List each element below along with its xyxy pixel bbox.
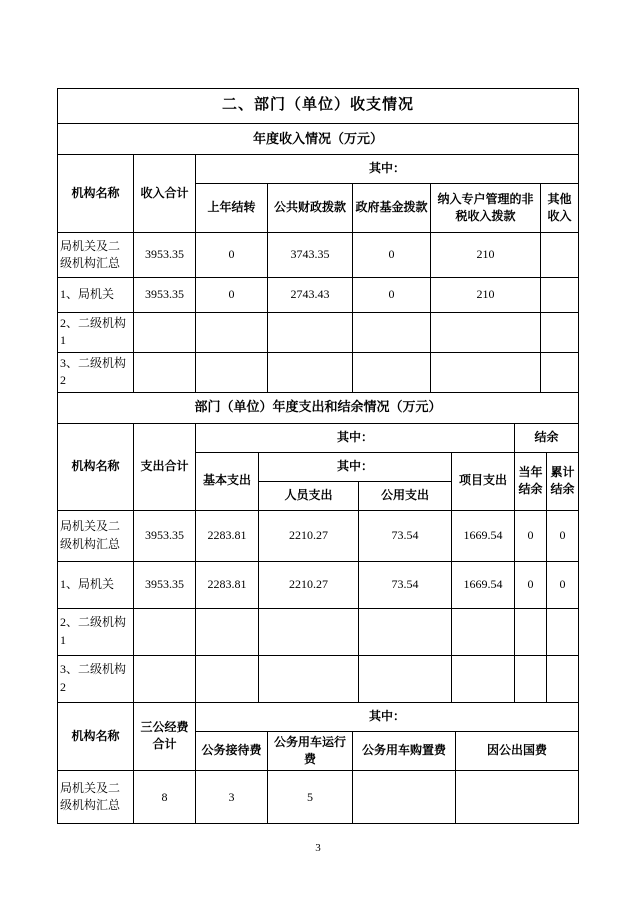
value-cell: 73.54 [359,510,452,561]
column-header-among: 其中： [259,452,452,481]
value-cell [259,655,359,702]
value-cell: 2283.81 [196,510,259,561]
table-row [58,510,579,561]
table-row [58,702,579,731]
value-cell: 2743.43 [268,278,353,313]
table-row [58,89,579,124]
value-cell [431,352,541,392]
value-cell [268,352,353,392]
value-cell: 73.54 [359,561,452,608]
org-cell: 2、二级机构1 [58,608,134,655]
column-header-expense-total: 支出合计 [134,423,196,510]
value-cell: 3743.35 [268,233,353,278]
value-cell [547,608,579,655]
table-row [58,124,579,155]
value-cell: 0 [515,510,547,561]
value-cell: 2210.27 [259,561,359,608]
value-cell [259,608,359,655]
value-cell: 3953.35 [134,510,196,561]
value-cell: 0 [196,233,268,278]
value-cell [541,352,579,392]
sangong-table [57,702,579,825]
table-row [58,313,579,353]
column-header-public: 公用支出 [359,481,452,510]
table-row [58,771,579,824]
column-header: 政府基金拨款 [353,184,431,233]
org-cell: 局机关及二级机构汇总 [58,510,134,561]
value-cell: 2283.81 [196,561,259,608]
org-cell: 3、二级机构2 [58,352,134,392]
value-cell [353,771,456,824]
value-cell [353,352,431,392]
page-title: 二、部门（单位）收支情况 [58,89,579,124]
value-cell [196,313,268,353]
value-cell: 0 [353,278,431,313]
column-header: 因公出国费 [456,731,579,771]
value-cell: 2210.27 [259,510,359,561]
value-cell [541,313,579,353]
column-header-basic: 基本支出 [196,452,259,510]
column-header-project: 项目支出 [452,452,515,510]
document-body [57,88,579,824]
value-cell [134,352,196,392]
column-header-cumulative-balance: 累计结余 [547,452,579,510]
column-header: 公务用车购置费 [353,731,456,771]
value-cell: 1669.54 [452,561,515,608]
value-cell [456,771,579,824]
table-row [58,392,579,423]
column-header-balance: 结余 [515,423,579,452]
column-header-personnel: 人员支出 [259,481,359,510]
column-header: 其他收入 [541,184,579,233]
income-section-title: 年度收入情况（万元） [58,124,579,155]
column-header-among: 其中： [196,155,579,184]
value-cell: 0 [196,278,268,313]
column-header-income-total: 收入合计 [134,155,196,233]
value-cell: 0 [547,561,579,608]
value-cell [515,655,547,702]
value-cell [452,655,515,702]
org-cell: 3、二级机构2 [58,655,134,702]
value-cell [541,278,579,313]
table-row [58,655,579,702]
org-cell: 2、二级机构1 [58,313,134,353]
page-number: 3 [315,842,321,854]
value-cell: 210 [431,233,541,278]
value-cell: 3 [196,771,268,824]
value-cell: 3953.35 [134,561,196,608]
column-header: 上年结转 [196,184,268,233]
income-table [57,88,579,393]
table-row [58,423,579,452]
column-header: 公务用车运行费 [268,731,353,771]
value-cell: 3953.35 [134,278,196,313]
table-row [58,352,579,392]
column-header-among: 其中： [196,702,579,731]
value-cell: 8 [134,771,196,824]
value-cell: 0 [547,510,579,561]
table-row [58,561,579,608]
table-row [58,233,579,278]
value-cell [547,655,579,702]
org-cell: 1、局机关 [58,561,134,608]
expense-section-title: 部门（单位）年度支出和结余情况（万元） [58,392,579,423]
column-header: 公务接待费 [196,731,268,771]
value-cell: 0 [353,233,431,278]
value-cell: 3953.35 [134,233,196,278]
org-cell: 局机关及二级机构汇总 [58,233,134,278]
column-header-sangong-total: 三公经费合计 [134,702,196,771]
value-cell [431,313,541,353]
value-cell [196,352,268,392]
value-cell [515,608,547,655]
value-cell: 210 [431,278,541,313]
value-cell [134,608,196,655]
value-cell: 1669.54 [452,510,515,561]
table-row [58,608,579,655]
value-cell: 5 [268,771,353,824]
column-header-org: 机构名称 [58,423,134,510]
value-cell [196,655,259,702]
column-header-org: 机构名称 [58,702,134,771]
value-cell [541,233,579,278]
value-cell [268,313,353,353]
org-cell: 局机关及二级机构汇总 [58,771,134,824]
column-header: 纳入专户管理的非税收入拨款 [431,184,541,233]
org-cell: 1、局机关 [58,278,134,313]
value-cell [359,608,452,655]
column-header-org: 机构名称 [58,155,134,233]
column-header-among: 其中： [196,423,515,452]
value-cell: 0 [515,561,547,608]
value-cell [452,608,515,655]
expense-table [57,392,579,703]
value-cell [196,608,259,655]
table-row [58,278,579,313]
column-header-current-balance: 当年结余 [515,452,547,510]
value-cell [353,313,431,353]
table-row [58,155,579,184]
column-header: 公共财政拨款 [268,184,353,233]
value-cell [359,655,452,702]
value-cell [134,655,196,702]
value-cell [134,313,196,353]
